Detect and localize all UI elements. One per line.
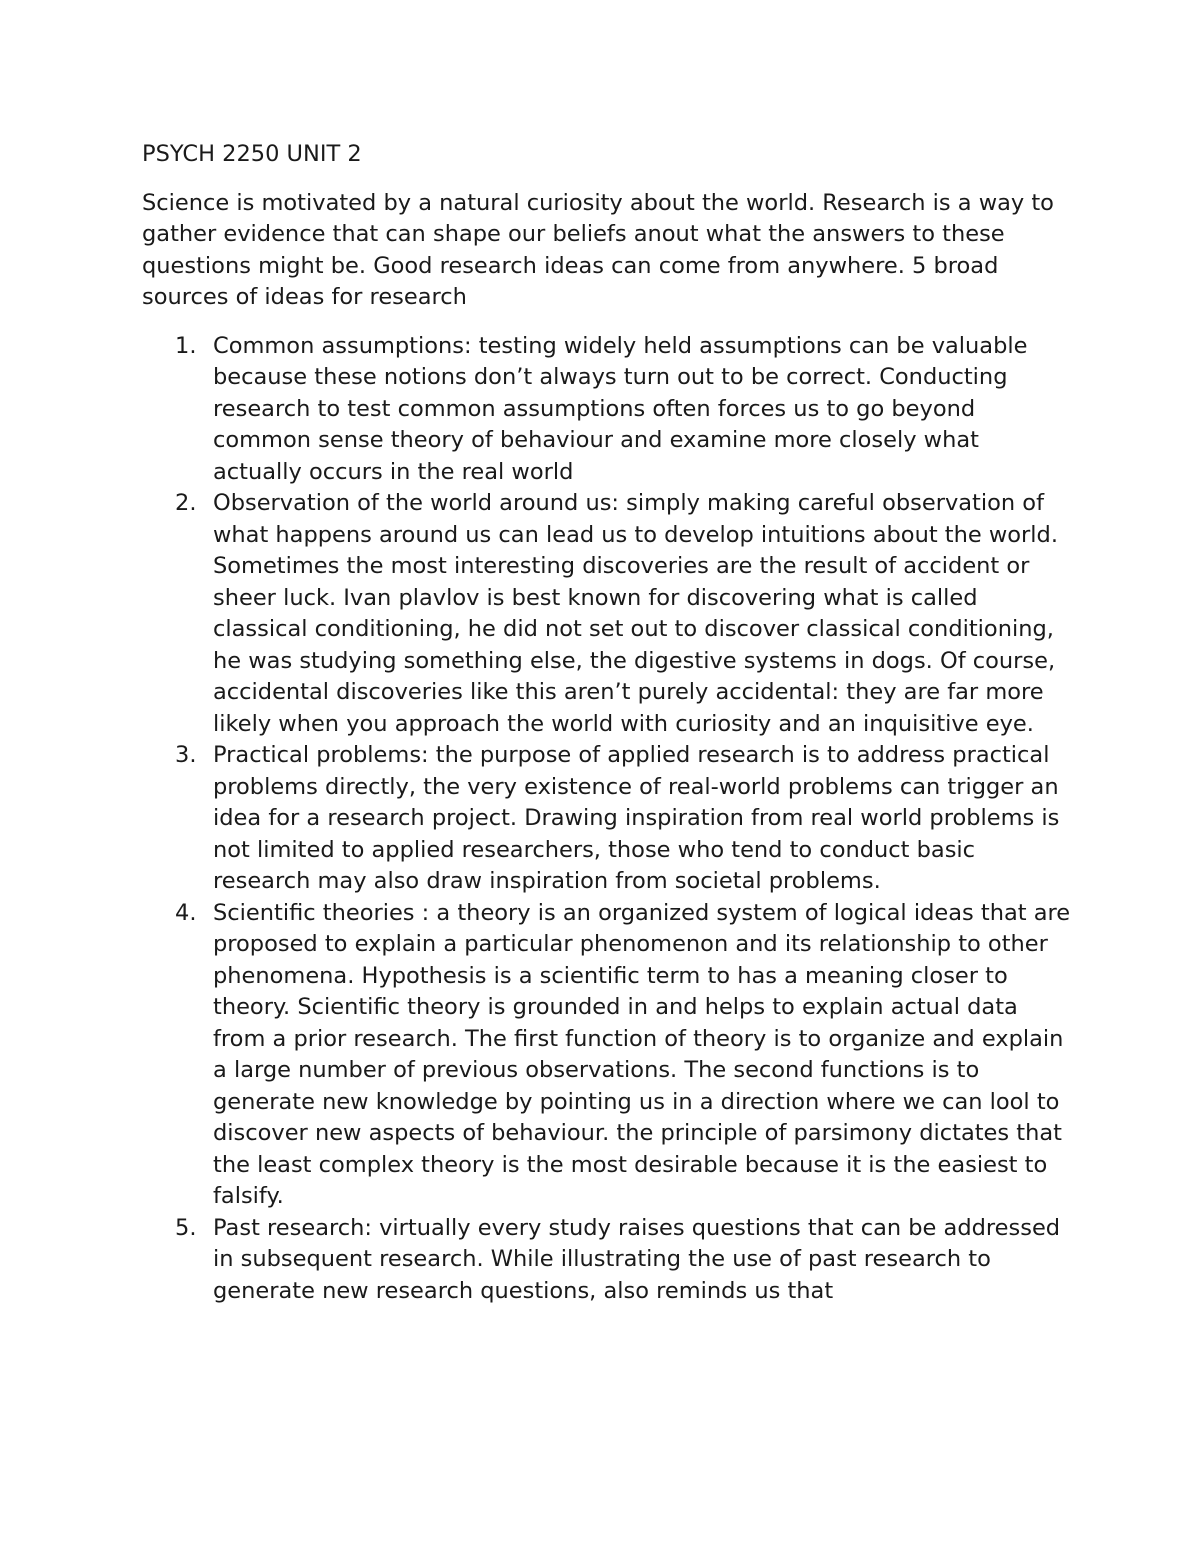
list-item-text: Common assumptions: testing widely held assumptions can be valuable because these notions don’t always turn out to be correct. Conducting research to test common assumptions often forces us to go beyond common sense theory of behaviour and examine more closely what actually occurs in the real world [213,332,1028,485]
intro-paragraph: Science is motivated by a natural curiosity about the world. Research is a way to gather evidence that can shape our beliefs anout what the answers to these questions might be. Good research ideas can come from anywhere. 5 broad sources of ideas for research [142,189,1054,310]
list-item [142,740,1072,898]
list-item [142,898,1072,1213]
list-item-number: 4. [175,899,197,926]
document-title: PSYCH 2250 UNIT 2 [142,141,362,167]
list-item-number: 3. [175,742,197,768]
research-sources-list [142,331,1072,1308]
list-item-text: Observation of the world around us: simply making careful observation of what happens around us can lead us to develop intuitions about the world. Sometimes the most interesting discoveries are the result of accident or sheer luck. Ivan plavlov is best known for discovering what is called classical conditioning, he did not set out to discover classical conditioning, he was studying something else, the digestive systems in dogs. Of course, accidental discoveries like this aren’t purely accidental: they are far more likely when you approach the world with curiosity and an inquisitive eye. [213,490,1058,737]
list-item-text: Scientific theories : a theory is an organized system of logical ideas that are proposed to explain a particular phenomenon and its relationship to other phenomena. Hypothesis is a scientific term to has a meaning closer to theory. Scientific theory is grounded in and helps to explain actual data from a prior research. The first function of theory is to organize and explain a large number of previous observations. The second functions is to generate new knowledge by pointing us in a direction where we can lool to discover new aspects of behaviour. the principle of parsimony dictates that the least complex theory is the most desirable because it is the easiest to falsify. [213,899,1071,1209]
list-item [142,1213,1072,1308]
list-item [142,488,1072,740]
list-item-number: 2. [175,490,197,516]
list-item-text: Past research: virtually every study raises questions that can be addressed in subsequent research. While illustrating the use of past research to generate new research questions, also reminds us that [213,1214,1061,1304]
document-body [142,139,1072,1307]
list-item [142,331,1072,489]
list-item-number: 5. [175,1214,197,1241]
list-item-number: 1. [175,332,197,359]
list-item-text: Practical problems: the purpose of applied research is to address practical problems directly, the very existence of real-world problems can trigger an idea for a research project. Drawing inspiration from real world problems is not limited to applied researchers, those who tend to conduct basic research may also draw inspiration from societal problems. [213,742,1060,894]
